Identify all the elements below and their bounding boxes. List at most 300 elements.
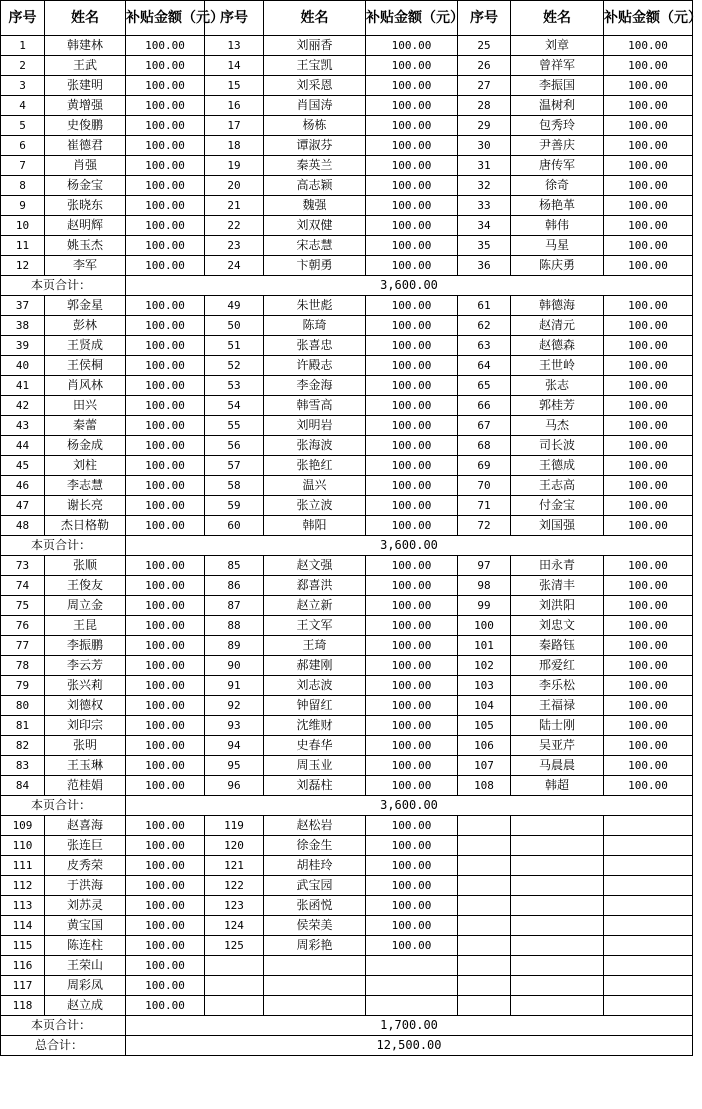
- seq-cell: 68: [458, 436, 511, 456]
- amount-cell: 100.00: [604, 76, 693, 96]
- amount-cell: 100.00: [126, 496, 205, 516]
- seq-cell: [458, 816, 511, 836]
- name-cell: 李振国: [511, 76, 604, 96]
- amount-cell: 100.00: [366, 416, 458, 436]
- table-row: [1, 116, 693, 136]
- amount-cell: [604, 916, 693, 936]
- amount-cell: 100.00: [366, 936, 458, 956]
- amount-cell: 100.00: [604, 636, 693, 656]
- name-cell: 马星: [511, 236, 604, 256]
- name-cell: 王世岭: [511, 356, 604, 376]
- name-cell: 姚玉杰: [45, 236, 126, 256]
- seq-cell: 73: [1, 556, 45, 576]
- table-row: [1, 456, 693, 476]
- amount-cell: 100.00: [366, 456, 458, 476]
- name-cell: 赵喜海: [45, 816, 126, 836]
- name-cell: [264, 956, 366, 976]
- name-cell: 魏强: [264, 196, 366, 216]
- seq-cell: 81: [1, 716, 45, 736]
- name-cell: 王福禄: [511, 696, 604, 716]
- name-cell: 崔德君: [45, 136, 126, 156]
- table-row: [1, 416, 693, 436]
- subtotal-label: 本页合计：: [1, 276, 126, 296]
- name-cell: 刘洪阳: [511, 596, 604, 616]
- amount-cell: 100.00: [126, 156, 205, 176]
- seq-cell: 20: [205, 176, 264, 196]
- seq-cell: 35: [458, 236, 511, 256]
- seq-cell: 45: [1, 456, 45, 476]
- name-cell: 刘国强: [511, 516, 604, 536]
- name-cell: [264, 996, 366, 1016]
- name-cell: 王文军: [264, 616, 366, 636]
- amount-cell: 100.00: [126, 356, 205, 376]
- name-cell: 肖风林: [45, 376, 126, 396]
- name-cell: 李振鹏: [45, 636, 126, 656]
- table-row: [1, 296, 693, 316]
- name-cell: 赵松岩: [264, 816, 366, 836]
- name-cell: 王昆: [45, 616, 126, 636]
- amount-cell: 100.00: [366, 396, 458, 416]
- name-cell: 徐金生: [264, 836, 366, 856]
- seq-cell: 47: [1, 496, 45, 516]
- subtotal-row: [1, 796, 693, 816]
- amount-cell: 100.00: [604, 36, 693, 56]
- seq-cell: [458, 916, 511, 936]
- name-cell: [511, 996, 604, 1016]
- table-row: [1, 196, 693, 216]
- amount-cell: 100.00: [604, 236, 693, 256]
- amount-cell: 100.00: [604, 756, 693, 776]
- amount-cell: 100.00: [366, 356, 458, 376]
- seq-cell: 104: [458, 696, 511, 716]
- name-cell: 张喜忠: [264, 336, 366, 356]
- name-cell: 刘德权: [45, 696, 126, 716]
- table-row: [1, 756, 693, 776]
- seq-cell: 121: [205, 856, 264, 876]
- seq-cell: 63: [458, 336, 511, 356]
- amount-cell: 100.00: [604, 296, 693, 316]
- seq-cell: 99: [458, 596, 511, 616]
- seq-cell: 65: [458, 376, 511, 396]
- name-cell: 赵明辉: [45, 216, 126, 236]
- seq-cell: 61: [458, 296, 511, 316]
- seq-cell: 37: [1, 296, 45, 316]
- seq-cell: 95: [205, 756, 264, 776]
- amount-cell: 100.00: [366, 476, 458, 496]
- name-cell: 刘丽香: [264, 36, 366, 56]
- amount-cell: 100.00: [126, 416, 205, 436]
- seq-cell: 54: [205, 396, 264, 416]
- amount-cell: 100.00: [126, 576, 205, 596]
- amount-cell: 100.00: [604, 156, 693, 176]
- amount-cell: 100.00: [366, 876, 458, 896]
- name-cell: 李军: [45, 256, 126, 276]
- name-cell: 郭金星: [45, 296, 126, 316]
- table-row: [1, 996, 693, 1016]
- amount-cell: 100.00: [366, 516, 458, 536]
- seq-cell: 42: [1, 396, 45, 416]
- amount-cell: 100.00: [604, 436, 693, 456]
- seq-cell: 86: [205, 576, 264, 596]
- seq-cell: [458, 936, 511, 956]
- seq-cell: [205, 996, 264, 1016]
- seq-cell: 112: [1, 876, 45, 896]
- seq-cell: 117: [1, 976, 45, 996]
- amount-cell: [366, 976, 458, 996]
- seq-cell: 125: [205, 936, 264, 956]
- amount-cell: 100.00: [126, 936, 205, 956]
- table-row: [1, 816, 693, 836]
- name-cell: 郭桂芳: [511, 396, 604, 416]
- table-row: [1, 476, 693, 496]
- name-cell: 黄宝国: [45, 916, 126, 936]
- seq-cell: 96: [205, 776, 264, 796]
- table-body: [1, 36, 693, 1056]
- name-cell: [511, 836, 604, 856]
- seq-cell: [458, 876, 511, 896]
- name-cell: 邢爱红: [511, 656, 604, 676]
- amount-cell: 100.00: [126, 316, 205, 336]
- name-cell: 肖强: [45, 156, 126, 176]
- name-cell: 唐传军: [511, 156, 604, 176]
- seq-cell: 27: [458, 76, 511, 96]
- subtotal-value: 3,600.00: [126, 276, 693, 296]
- name-cell: 杨栋: [264, 116, 366, 136]
- seq-cell: 80: [1, 696, 45, 716]
- seq-cell: 91: [205, 676, 264, 696]
- table-row: [1, 876, 693, 896]
- seq-cell: 93: [205, 716, 264, 736]
- name-cell: 许殿志: [264, 356, 366, 376]
- amount-cell: 100.00: [366, 816, 458, 836]
- table-row: [1, 856, 693, 876]
- name-cell: 赵清元: [511, 316, 604, 336]
- amount-cell: 100.00: [126, 756, 205, 776]
- seq-cell: 83: [1, 756, 45, 776]
- seq-cell: 1: [1, 36, 45, 56]
- seq-cell: 67: [458, 416, 511, 436]
- name-cell: 郄喜洪: [264, 576, 366, 596]
- seq-cell: 58: [205, 476, 264, 496]
- name-cell: 杨金宝: [45, 176, 126, 196]
- amount-cell: 100.00: [366, 256, 458, 276]
- seq-cell: 110: [1, 836, 45, 856]
- amount-cell: 100.00: [604, 476, 693, 496]
- seq-cell: 46: [1, 476, 45, 496]
- name-cell: 武宝园: [264, 876, 366, 896]
- table-row: [1, 56, 693, 76]
- name-cell: 韩伟: [511, 216, 604, 236]
- seq-cell: 90: [205, 656, 264, 676]
- table-row: [1, 36, 693, 56]
- amount-cell: 100.00: [126, 616, 205, 636]
- name-cell: 韩德海: [511, 296, 604, 316]
- seq-cell: [205, 956, 264, 976]
- name-cell: 周立金: [45, 596, 126, 616]
- name-cell: 吴亚芹: [511, 736, 604, 756]
- amount-cell: 100.00: [126, 776, 205, 796]
- seq-cell: 103: [458, 676, 511, 696]
- seq-cell: 24: [205, 256, 264, 276]
- seq-cell: 53: [205, 376, 264, 396]
- name-cell: 刘磊柱: [264, 776, 366, 796]
- header-name: 姓名: [45, 1, 126, 36]
- subtotal-label: 本页合计：: [1, 536, 126, 556]
- name-cell: 李金海: [264, 376, 366, 396]
- table-row: [1, 656, 693, 676]
- seq-cell: 119: [205, 816, 264, 836]
- name-cell: 胡桂玲: [264, 856, 366, 876]
- amount-cell: 100.00: [366, 196, 458, 216]
- seq-cell: 109: [1, 816, 45, 836]
- seq-cell: 25: [458, 36, 511, 56]
- name-cell: 陈琦: [264, 316, 366, 336]
- name-cell: [511, 816, 604, 836]
- name-cell: 肖国涛: [264, 96, 366, 116]
- seq-cell: [205, 976, 264, 996]
- table-row: [1, 676, 693, 696]
- seq-cell: 7: [1, 156, 45, 176]
- name-cell: 谢长亮: [45, 496, 126, 516]
- seq-cell: 92: [205, 696, 264, 716]
- name-cell: 秦蕾: [45, 416, 126, 436]
- name-cell: 韩超: [511, 776, 604, 796]
- amount-cell: 100.00: [366, 716, 458, 736]
- header-amount: 补贴金额（元）: [126, 1, 205, 36]
- amount-cell: 100.00: [604, 676, 693, 696]
- seq-cell: 11: [1, 236, 45, 256]
- name-cell: 刘印宗: [45, 716, 126, 736]
- name-cell: 王玉琳: [45, 756, 126, 776]
- amount-cell: 100.00: [126, 176, 205, 196]
- name-cell: 付金宝: [511, 496, 604, 516]
- amount-cell: 100.00: [126, 76, 205, 96]
- amount-cell: 100.00: [126, 696, 205, 716]
- name-cell: 杰日格勒: [45, 516, 126, 536]
- name-cell: 张晓东: [45, 196, 126, 216]
- seq-cell: 78: [1, 656, 45, 676]
- header-amount: 补贴金额（元）: [604, 1, 693, 36]
- amount-cell: 100.00: [604, 776, 693, 796]
- amount-cell: 100.00: [604, 176, 693, 196]
- seq-cell: 17: [205, 116, 264, 136]
- name-cell: 刘苏灵: [45, 896, 126, 916]
- amount-cell: 100.00: [126, 716, 205, 736]
- name-cell: 李乐松: [511, 676, 604, 696]
- seq-cell: 60: [205, 516, 264, 536]
- amount-cell: [604, 956, 693, 976]
- name-cell: 史俊鹏: [45, 116, 126, 136]
- header-amount: 补贴金额（元）: [366, 1, 458, 36]
- seq-cell: 6: [1, 136, 45, 156]
- name-cell: 张函悦: [264, 896, 366, 916]
- amount-cell: 100.00: [126, 816, 205, 836]
- amount-cell: 100.00: [366, 576, 458, 596]
- amount-cell: 100.00: [126, 56, 205, 76]
- grand-total-value: 12,500.00: [126, 1036, 693, 1056]
- seq-cell: 89: [205, 636, 264, 656]
- name-cell: 张艳红: [264, 456, 366, 476]
- name-cell: 朱世彪: [264, 296, 366, 316]
- seq-cell: 16: [205, 96, 264, 116]
- seq-cell: 50: [205, 316, 264, 336]
- table-row: [1, 896, 693, 916]
- amount-cell: 100.00: [366, 336, 458, 356]
- seq-cell: 14: [205, 56, 264, 76]
- seq-cell: 100: [458, 616, 511, 636]
- name-cell: 王志高: [511, 476, 604, 496]
- table-row: [1, 256, 693, 276]
- seq-cell: 122: [205, 876, 264, 896]
- name-cell: 包秀玲: [511, 116, 604, 136]
- amount-cell: [604, 816, 693, 836]
- amount-cell: 100.00: [126, 516, 205, 536]
- seq-cell: [458, 976, 511, 996]
- seq-cell: 4: [1, 96, 45, 116]
- amount-cell: 100.00: [604, 616, 693, 636]
- name-cell: 王武: [45, 56, 126, 76]
- seq-cell: 124: [205, 916, 264, 936]
- name-cell: 刘章: [511, 36, 604, 56]
- name-cell: 李志慧: [45, 476, 126, 496]
- seq-cell: 70: [458, 476, 511, 496]
- name-cell: [511, 936, 604, 956]
- name-cell: [511, 916, 604, 936]
- amount-cell: 100.00: [126, 976, 205, 996]
- table-row: [1, 436, 693, 456]
- name-cell: 钟留红: [264, 696, 366, 716]
- amount-cell: 100.00: [604, 516, 693, 536]
- name-cell: [511, 956, 604, 976]
- amount-cell: 100.00: [604, 696, 693, 716]
- amount-cell: [604, 976, 693, 996]
- amount-cell: [604, 856, 693, 876]
- seq-cell: 74: [1, 576, 45, 596]
- amount-cell: [366, 996, 458, 1016]
- seq-cell: 72: [458, 516, 511, 536]
- seq-cell: 2: [1, 56, 45, 76]
- amount-cell: 100.00: [126, 336, 205, 356]
- seq-cell: 18: [205, 136, 264, 156]
- seq-cell: 82: [1, 736, 45, 756]
- amount-cell: 100.00: [126, 656, 205, 676]
- name-cell: 杨艳革: [511, 196, 604, 216]
- amount-cell: 100.00: [366, 36, 458, 56]
- amount-cell: 100.00: [366, 856, 458, 876]
- amount-cell: 100.00: [126, 236, 205, 256]
- amount-cell: 100.00: [126, 96, 205, 116]
- amount-cell: 100.00: [126, 556, 205, 576]
- seq-cell: [458, 836, 511, 856]
- grand-total-label: 总合计：: [1, 1036, 126, 1056]
- table-row: [1, 216, 693, 236]
- grand-total-row: [1, 1036, 693, 1056]
- amount-cell: 100.00: [604, 216, 693, 236]
- amount-cell: 100.00: [126, 196, 205, 216]
- header-name: 姓名: [511, 1, 604, 36]
- seq-cell: 107: [458, 756, 511, 776]
- header-row: [1, 1, 693, 36]
- seq-cell: 49: [205, 296, 264, 316]
- seq-cell: 71: [458, 496, 511, 516]
- subtotal-value: 3,600.00: [126, 796, 693, 816]
- name-cell: 赵立新: [264, 596, 366, 616]
- name-cell: 徐奇: [511, 176, 604, 196]
- seq-cell: 19: [205, 156, 264, 176]
- name-cell: 张兴莉: [45, 676, 126, 696]
- seq-cell: 111: [1, 856, 45, 876]
- header-name: 姓名: [264, 1, 366, 36]
- seq-cell: 51: [205, 336, 264, 356]
- amount-cell: 100.00: [604, 136, 693, 156]
- name-cell: 刘志波: [264, 676, 366, 696]
- name-cell: 赵德森: [511, 336, 604, 356]
- amount-cell: 100.00: [604, 736, 693, 756]
- seq-cell: 69: [458, 456, 511, 476]
- name-cell: 史春华: [264, 736, 366, 756]
- table-row: [1, 776, 693, 796]
- amount-cell: 100.00: [366, 176, 458, 196]
- amount-cell: 100.00: [366, 916, 458, 936]
- amount-cell: 100.00: [126, 36, 205, 56]
- name-cell: 赵文强: [264, 556, 366, 576]
- seq-cell: 62: [458, 316, 511, 336]
- amount-cell: 100.00: [366, 96, 458, 116]
- seq-cell: 8: [1, 176, 45, 196]
- amount-cell: 100.00: [366, 736, 458, 756]
- seq-cell: 26: [458, 56, 511, 76]
- name-cell: 张志: [511, 376, 604, 396]
- amount-cell: [604, 936, 693, 956]
- amount-cell: 100.00: [366, 436, 458, 456]
- amount-cell: 100.00: [604, 196, 693, 216]
- name-cell: 周彩艳: [264, 936, 366, 956]
- seq-cell: 36: [458, 256, 511, 276]
- name-cell: 侯荣美: [264, 916, 366, 936]
- name-cell: 沈维财: [264, 716, 366, 736]
- name-cell: 谭淑芬: [264, 136, 366, 156]
- seq-cell: 106: [458, 736, 511, 756]
- subtotal-row: [1, 1016, 693, 1036]
- subtotal-row: [1, 276, 693, 296]
- table-row: [1, 636, 693, 656]
- name-cell: 陈连柱: [45, 936, 126, 956]
- name-cell: 杨金成: [45, 436, 126, 456]
- name-cell: 王侯桐: [45, 356, 126, 376]
- amount-cell: 100.00: [604, 336, 693, 356]
- amount-cell: 100.00: [366, 56, 458, 76]
- amount-cell: 100.00: [604, 116, 693, 136]
- name-cell: 秦英兰: [264, 156, 366, 176]
- seq-cell: 88: [205, 616, 264, 636]
- amount-cell: 100.00: [366, 596, 458, 616]
- name-cell: 温兴: [264, 476, 366, 496]
- amount-cell: 100.00: [366, 836, 458, 856]
- table-row: [1, 236, 693, 256]
- name-cell: 彭林: [45, 316, 126, 336]
- seq-cell: 123: [205, 896, 264, 916]
- table-row: [1, 156, 693, 176]
- amount-cell: 100.00: [604, 416, 693, 436]
- seq-cell: [458, 996, 511, 1016]
- amount-cell: 100.00: [126, 876, 205, 896]
- table-row: [1, 76, 693, 96]
- amount-cell: 100.00: [126, 136, 205, 156]
- seq-cell: 108: [458, 776, 511, 796]
- amount-cell: 100.00: [366, 756, 458, 776]
- amount-cell: 100.00: [366, 696, 458, 716]
- seq-cell: 34: [458, 216, 511, 236]
